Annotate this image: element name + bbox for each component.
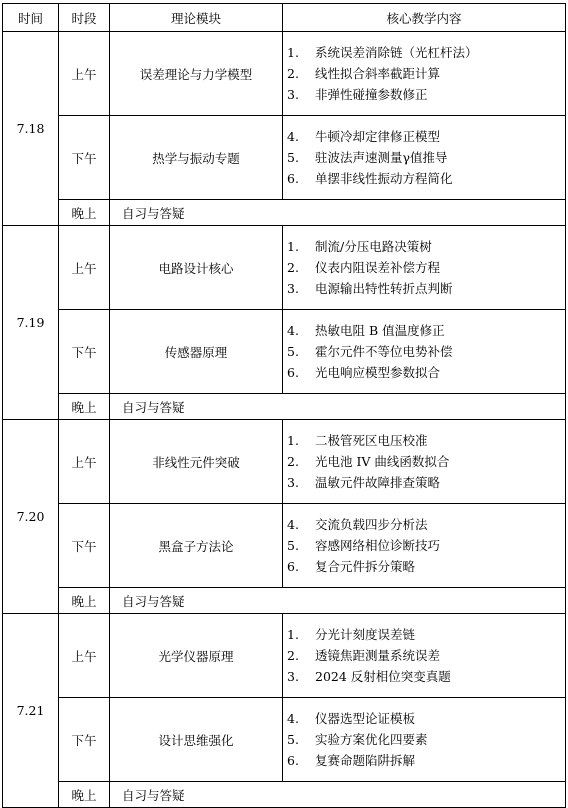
content-item bbox=[283, 514, 565, 535]
session-row-evening bbox=[3, 588, 566, 614]
content-item bbox=[283, 451, 565, 472]
item-text: 单摆非线性振动方程简化 bbox=[315, 171, 453, 186]
item-number: 4. bbox=[287, 323, 299, 338]
header-period: 时段 bbox=[59, 4, 110, 32]
date-cell: 7.21 bbox=[3, 614, 59, 808]
period-cell: 上午 bbox=[59, 614, 110, 698]
content-item bbox=[283, 624, 565, 645]
item-number: 1. bbox=[287, 627, 299, 642]
content-item bbox=[283, 320, 565, 341]
item-number: 4. bbox=[287, 711, 299, 726]
module-cell: 电路设计核心 bbox=[110, 226, 283, 310]
item-number: 2. bbox=[287, 648, 299, 663]
item-text: 光电响应模型参数拟合 bbox=[315, 365, 441, 380]
item-number: 1. bbox=[287, 239, 299, 254]
content-item bbox=[283, 126, 565, 147]
item-number: 5. bbox=[287, 344, 299, 359]
item-text: 温敏元件故障排查策略 bbox=[315, 475, 441, 490]
content-item bbox=[283, 278, 565, 299]
item-text: 制流/分压电路决策树 bbox=[315, 239, 432, 254]
session-row-evening bbox=[3, 782, 566, 808]
item-number: 4. bbox=[287, 517, 299, 532]
content-item bbox=[283, 472, 565, 493]
session-row-evening bbox=[3, 394, 566, 420]
item-number: 6. bbox=[287, 171, 299, 186]
period-cell: 下午 bbox=[59, 116, 110, 200]
date-cell: 7.18 bbox=[3, 32, 59, 226]
content-cell bbox=[283, 32, 566, 116]
content-item bbox=[283, 708, 565, 729]
content-list bbox=[283, 320, 565, 383]
session-row-evening bbox=[3, 200, 566, 226]
item-number: 5. bbox=[287, 732, 299, 747]
period-cell: 下午 bbox=[59, 310, 110, 394]
content-item bbox=[283, 362, 565, 383]
item-text: 二极管死区电压校准 bbox=[315, 433, 428, 448]
item-text: 实验方案优化四要素 bbox=[315, 732, 428, 747]
item-text: 复合元件拆分策略 bbox=[315, 559, 416, 574]
item-text: 驻波法声速测量γ值推导 bbox=[315, 150, 448, 165]
content-item bbox=[283, 341, 565, 362]
session-row-pm bbox=[3, 116, 566, 200]
content-item bbox=[283, 666, 565, 687]
session-row-am bbox=[3, 614, 566, 698]
item-text: 霍尔元件不等位电势补偿 bbox=[315, 344, 453, 359]
item-number: 2. bbox=[287, 260, 299, 275]
evening-activity: 自习与答疑 bbox=[110, 200, 566, 226]
period-cell: 上午 bbox=[59, 32, 110, 116]
item-text: 仪表内阻误差补偿方程 bbox=[315, 260, 441, 275]
content-item bbox=[283, 729, 565, 750]
session-row-pm bbox=[3, 504, 566, 588]
content-cell bbox=[283, 698, 566, 782]
content-item bbox=[283, 535, 565, 556]
content-item bbox=[283, 147, 565, 168]
header-module: 理论模块 bbox=[110, 4, 283, 32]
item-number: 5. bbox=[287, 150, 299, 165]
item-number: 6. bbox=[287, 365, 299, 380]
content-list bbox=[283, 708, 565, 771]
content-item bbox=[283, 430, 565, 451]
module-cell: 黑盒子方法论 bbox=[110, 504, 283, 588]
module-cell: 光学仪器原理 bbox=[110, 614, 283, 698]
module-cell: 设计思维强化 bbox=[110, 698, 283, 782]
item-text: 光电池 IV 曲线函数拟合 bbox=[315, 454, 450, 469]
item-text: 线性拟合斜率截距计算 bbox=[315, 66, 441, 81]
content-item bbox=[283, 556, 565, 577]
content-item bbox=[283, 257, 565, 278]
content-item bbox=[283, 236, 565, 257]
item-number: 6. bbox=[287, 559, 299, 574]
item-number: 2. bbox=[287, 66, 299, 81]
item-text: 复赛命题陷阱拆解 bbox=[315, 753, 416, 768]
content-cell bbox=[283, 504, 566, 588]
content-item bbox=[283, 168, 565, 189]
content-list bbox=[283, 624, 565, 687]
content-item bbox=[283, 84, 565, 105]
session-row-am bbox=[3, 226, 566, 310]
content-cell bbox=[283, 116, 566, 200]
content-cell bbox=[283, 614, 566, 698]
period-cell: 下午 bbox=[59, 504, 110, 588]
item-text: 分光计刻度误差链 bbox=[315, 627, 416, 642]
session-row-am bbox=[3, 420, 566, 504]
header-row bbox=[3, 4, 566, 32]
content-list bbox=[283, 430, 565, 493]
item-number: 1. bbox=[287, 433, 299, 448]
schedule-body bbox=[3, 32, 566, 808]
content-item bbox=[283, 63, 565, 84]
period-cell: 晚上 bbox=[59, 200, 110, 226]
item-text: 电源输出特性转折点判断 bbox=[315, 281, 453, 296]
item-number: 3. bbox=[287, 281, 299, 296]
item-text: 透镜焦距测量系统误差 bbox=[315, 648, 441, 663]
session-row-am bbox=[3, 32, 566, 116]
item-text: 系统误差消除链（光杠杆法） bbox=[315, 45, 478, 60]
item-number: 5. bbox=[287, 538, 299, 553]
item-number: 1. bbox=[287, 45, 299, 60]
content-list bbox=[283, 126, 565, 189]
item-text: 热敏电阻 B 值温度修正 bbox=[315, 323, 445, 338]
session-row-pm bbox=[3, 698, 566, 782]
item-number: 3. bbox=[287, 669, 299, 684]
period-cell: 晚上 bbox=[59, 588, 110, 614]
content-cell bbox=[283, 420, 566, 504]
item-number: 2. bbox=[287, 454, 299, 469]
content-item bbox=[283, 42, 565, 63]
item-text: 2024 反射相位突变真题 bbox=[315, 669, 451, 684]
date-cell: 7.20 bbox=[3, 420, 59, 614]
module-cell: 热学与振动专题 bbox=[110, 116, 283, 200]
period-cell: 晚上 bbox=[59, 394, 110, 420]
evening-activity: 自习与答疑 bbox=[110, 588, 566, 614]
header-content: 核心教学内容 bbox=[283, 4, 566, 32]
period-cell: 下午 bbox=[59, 698, 110, 782]
date-cell: 7.19 bbox=[3, 226, 59, 420]
content-cell bbox=[283, 226, 566, 310]
item-text: 仪器选型论证模板 bbox=[315, 711, 416, 726]
module-cell: 非线性元件突破 bbox=[110, 420, 283, 504]
header-time: 时间 bbox=[3, 4, 59, 32]
item-number: 4. bbox=[287, 129, 299, 144]
evening-activity: 自习与答疑 bbox=[110, 394, 566, 420]
period-cell: 上午 bbox=[59, 226, 110, 310]
module-cell: 传感器原理 bbox=[110, 310, 283, 394]
item-number: 3. bbox=[287, 87, 299, 102]
content-list bbox=[283, 514, 565, 577]
schedule-table bbox=[2, 3, 566, 808]
evening-activity: 自习与答疑 bbox=[110, 782, 566, 808]
period-cell: 晚上 bbox=[59, 782, 110, 808]
item-number: 6. bbox=[287, 753, 299, 768]
item-text: 非弹性碰撞参数修正 bbox=[315, 87, 428, 102]
module-cell: 误差理论与力学模型 bbox=[110, 32, 283, 116]
content-list bbox=[283, 42, 565, 105]
item-number: 3. bbox=[287, 475, 299, 490]
content-item bbox=[283, 645, 565, 666]
content-cell bbox=[283, 310, 566, 394]
period-cell: 上午 bbox=[59, 420, 110, 504]
content-item bbox=[283, 750, 565, 771]
item-text: 容感网络相位诊断技巧 bbox=[315, 538, 441, 553]
session-row-pm bbox=[3, 310, 566, 394]
item-text: 交流负载四步分析法 bbox=[315, 517, 428, 532]
content-list bbox=[283, 236, 565, 299]
item-text: 牛顿冷却定律修正模型 bbox=[315, 129, 441, 144]
